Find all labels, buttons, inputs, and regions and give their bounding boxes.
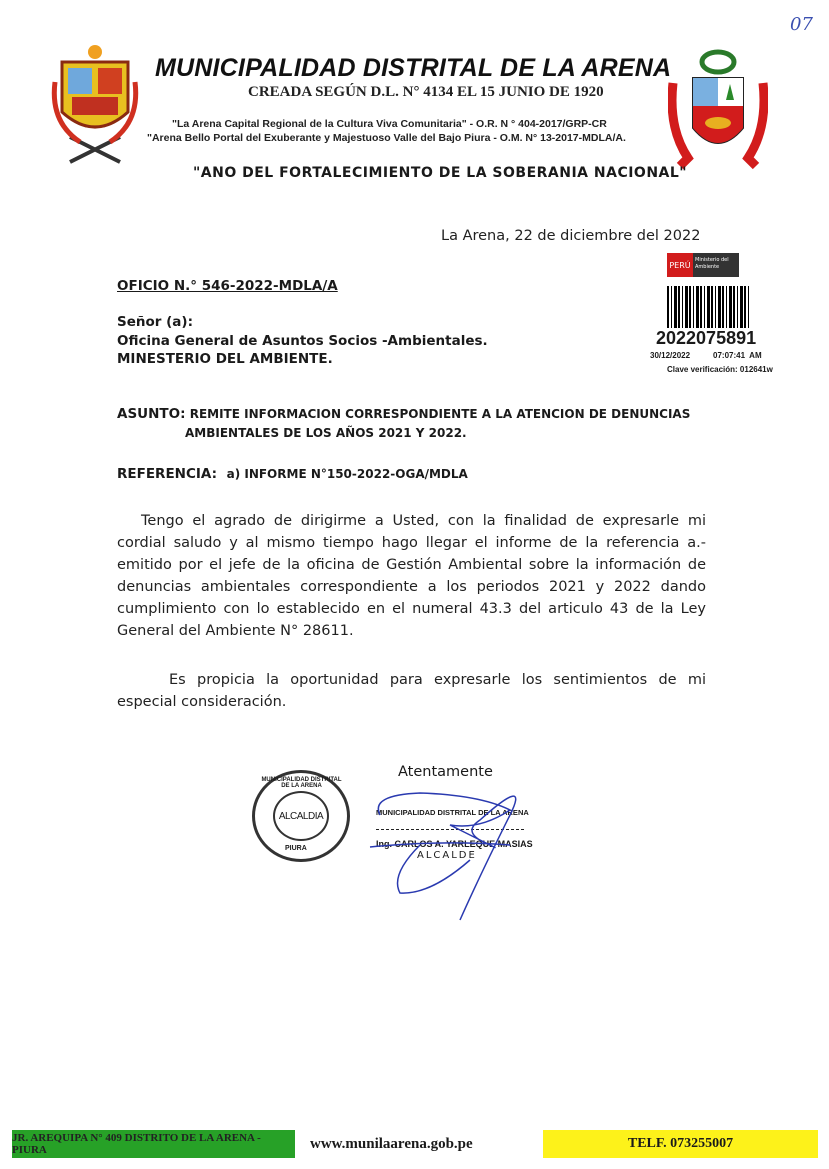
page-number-mark: 07 [790, 14, 813, 35]
year-motto: "ANO DEL FORTALECIMIENTO DE LA SOBERANIA NACIONAL" [193, 165, 688, 181]
subject-line-2: AMBIENTALES DE LOS AÑOS 2021 Y 2022. [185, 426, 467, 440]
motto-line-2: "Arena Bello Portal del Exuberante y Majestuoso Valle del Bajo Piura - O.M. N° 13-2017-MDLA/A. [147, 132, 626, 144]
body-paragraph-1: Tengo el agrado de dirigirme a Usted, con la finalidad de expresarle mi cordial saludo y al mismo tiempo hago llegar el informe de la referencia a.- emitido por el jefe de la oficina de Gestión Ambiental sobre la información de denuncias ambientales correspondiente a los periodos 2021 y 2022 dando cumplimiento con lo establecido en el numeral 43.3 del articulo 43 de la Ley General del Ambiente N° 28611. [117, 513, 706, 639]
creation-subtitle: CREADA SEGÚN D.L. N° 4134 EL 15 JUNIO DE 1920 [248, 84, 604, 100]
institution-sign-line: MUNICIPALIDAD DISTRITAL DE LA ARENA [376, 808, 524, 830]
recipient-office: Oficina General de Asuntos Socios -Ambientales. [117, 333, 488, 349]
oficio-number: OFICIO N.° 546-2022-MDLA/A [117, 278, 338, 294]
signatory-role: ALCALDE [417, 850, 477, 861]
stamp-time: 07:07:41 AM [713, 351, 762, 360]
reference-value: a) INFORME N°150-2022-OGA/MDLA [226, 467, 468, 481]
ministry-label: Ministerio del Ambiente [695, 257, 729, 270]
registry-number: 2022075891 [656, 328, 757, 348]
municipal-coat-of-arms-logo [50, 42, 140, 167]
signatory-name: Ing. CARLOS A. YARLEQUE MASIAS [376, 839, 533, 849]
subject [117, 406, 690, 422]
motto-line-1: "La Arena Capital Regional de la Cultura Viva Comunitaria" - O.R. N ° 404-2017/GRP-CR [172, 118, 607, 130]
peru-national-coat-of-arms-logo [668, 48, 768, 170]
barcode [667, 286, 751, 328]
body-paragraph-2: Es propicia la oportunidad para expresarle los sentimientos de mi especial consideración. [117, 672, 706, 710]
seal-inner-circle [273, 791, 329, 841]
footer-website[interactable]: www.munilaarena.gob.pe [310, 1136, 473, 1152]
reference-label: REFERENCIA: [117, 466, 218, 482]
subject-line-1: REMITE INFORMACION CORRESPONDIENTE A LA ATENCION DE DENUNCIAS [189, 407, 691, 421]
official-seal [252, 770, 350, 862]
recipient-salutation: Señor (a): [117, 314, 193, 330]
recipient-ministry: MINESTERIO DEL AMBIENTE. [117, 351, 333, 367]
stamp-date: 30/12/2022 [650, 351, 691, 360]
reference [117, 463, 468, 482]
institution-title: MUNICIPALIDAD DISTRITAL DE LA ARENA [155, 54, 672, 82]
ministry-banner [667, 253, 739, 277]
closing: Atentamente [398, 764, 493, 780]
handwritten-signature [360, 775, 540, 925]
reception-stamp [650, 253, 800, 378]
subject-label: ASUNTO: [117, 406, 186, 422]
footer-phone: TELF. 073255007 [543, 1130, 818, 1158]
seal-bottom-text: PIURA [285, 845, 307, 852]
peru-label: PERÚ [667, 253, 693, 277]
seal-ring-text: MUNICIPALIDAD DISTRITAL DE LA ARENA [261, 777, 342, 789]
seal-center-text: ALCALDIA [278, 810, 324, 822]
verification-code: Clave verificación: 012641w [667, 365, 773, 374]
document-date: La Arena, 22 de diciembre del 2022 [441, 228, 701, 244]
footer-address: JR. AREQUIPA N° 409 DISTRITO DE LA ARENA - PIURA [12, 1130, 295, 1158]
